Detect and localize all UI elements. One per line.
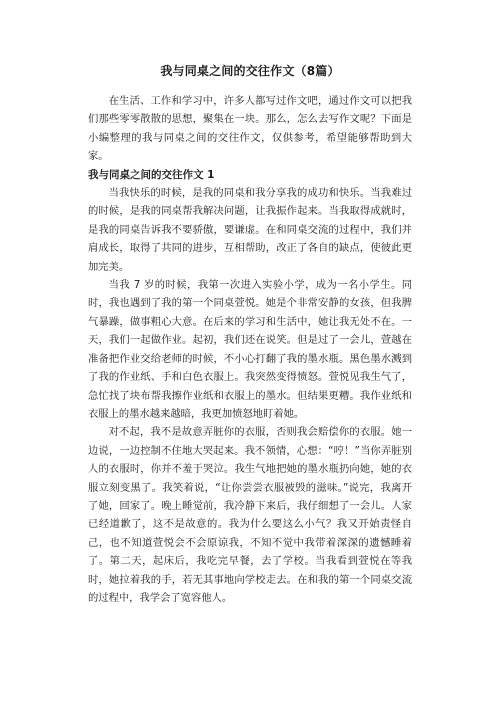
section-heading: 我与同桌之间的交往作文 1 — [88, 168, 215, 181]
body-paragraph-1: 当我快乐的时候，是我的同桌和我分享我的成功和快乐。当我难过的时候，是我的同桌帮我解决问题，让我振作起来。当我取得成就时，是我的同桌告诉我不要骄傲，要谦虚。在和同桌交流的过程中，我们并肩成长，取得了共同的进步，互相帮助，改正了各自的缺点，使彼此更加完美。 — [88, 187, 412, 273]
document-page — [88, 62, 412, 607]
body-paragraph-3: 对不起，我不是故意弄脏你的衣服，否则我会赔偿你的衣服。她一边说，一边控制不住地大哭起来。我不领情，心想：“哼！”当你弄脏别人的衣服时，你并不羞于哭泣。我生气地把她的墨水瓶扔向她，她的衣服立刻变黑了。我笑着说，“让你尝尝衣服被毁的滋味。”说完，我离开了她，回家了。晚上睡觉前，我冷静下来后，我仔细想了一会儿。人家已经道歉了，这不是故意的。我为什么要这么小气？我又开始责怪自己，也不知道萱悦会不会原谅我，不知不觉中我带着深深的遗憾睡着了。第二天，起床后，我吃完早餐，去了学校。当我看到萱悦在等我时，她拉着我的手，若无其事地向学校走去。在和我的第一个同桌交流的过程中，我学会了宽容他人。 — [88, 426, 412, 604]
intro-paragraph: 在生活、工作和学习中，许多人都写过作文吧，通过作文可以把我们那些零零散散的思想，聚集在一块。那么，怎么去写作文呢？下面是小编整理的我与同桌之间的交往作文，仅供参考，希望能够帮助到大家。 — [88, 95, 412, 163]
document-title: 我与同桌之间的交往作文（8篇） — [160, 64, 340, 78]
body-paragraph-2: 当我 7 岁的时候，我第一次进入实验小学，成为一名小学生。同时，我也遇到了我的第一个同桌萱悦。她是个非常安静的女孩，但我脾气暴躁，做事粗心大意。在后来的学习和生活中，她让我无处不在。一天，我们一起做作业。起初，我们还在说笑。但是过了一会儿，萱越在准备把作业交给老师的时候，不小心打翻了我的墨水瓶。黑色墨水溅到了我的作业纸、手和白色衣服上。我突然变得愤怒。萱悦见我生气了，急忙找了块布帮我擦作业纸和衣服上的墨水。但结果更糟。我作业纸和衣服上的墨水越来越暗，我更加愤怒地盯着她。 — [88, 279, 412, 420]
